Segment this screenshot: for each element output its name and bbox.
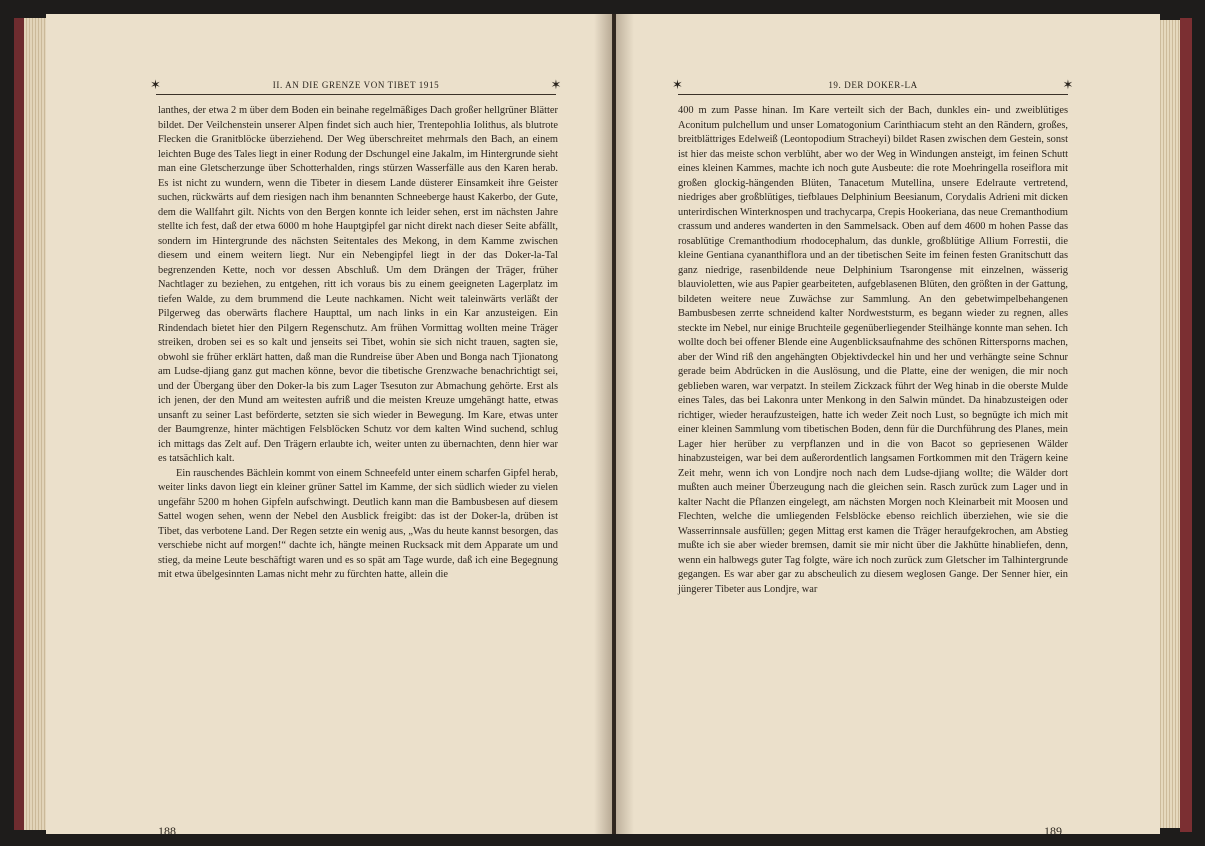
book-gutter [594,14,634,834]
right-running-head [672,77,1074,94]
left-page [46,14,612,834]
header-rule [156,94,556,95]
ornament-star: ✶ [550,77,562,92]
ornament-star: ✶ [672,77,684,92]
running-head-text: 19. DER DOKER-LA [828,80,918,90]
page-edges-left [24,18,48,830]
ornament-star: ✶ [150,77,162,92]
open-book [8,4,1198,842]
right-page [616,14,1160,834]
paragraph: lanthes, der etwa 2 m über dem Boden ein beinahe regelmäßiges Dach großer hellgrüner Blätter bildet. Der Veilchenstein unserer Alpen findet sich auch hier, Trentepohlia Iolithus, als blutrote Flecken die Granitblöcke überziehend. Der Weg überschreitet mehrmals den Bach, an einem leichten Buge des Tales liegt in einer Rodung der Dschungel eine Jakalm, im Hintergrunde sieht man eine Gletscherzunge über Schotterhalden, rings stürzen Wasserfälle aus den Karen herab. Es ist nicht zu wundern, wenn die Tibeter in diesem Lande düsterer Einsamkeit ihre Geister suchen, rückwärts auf dem riesigen nach ihm benannten Schneeberge haust Kakerbo, der Gute, dem die Wallfahrt gilt. Nichts von den Bergen konnte ich leider sehen, erst im nächsten Jahre stellte ich fest, daß der etwa 6000 m hohe Hauptgipfel gar nicht direkt nach dieser Seite abfällt, sondern im Hintergrunde des nächsten Seitentales des Mekong, in dem Kamme zwischen diesem und einem weitern liegt. Nur ein Nebengipfel liegt in der das Doker-la-Tal begrenzenden Kette, noch vor dessen Abschluß. Um dem Drängen der Träger, früher Nachtlager zu beziehen, zu entgehen, ritt ich voraus bis zu einem geeigneten Lagerplatz im tiefen Walde, zu dem brummend die Leute nachkamen. Nicht weit taleinwärts verläßt der Pilgerweg das oberwärts flachere Haupttal, um nach links in ein Kar anzusteigen. Ein Rindendach bietet hier den Pilgern Regenschutz. Am frühen Vormittag wollten meine Träger streiken, droben sei es so kalt und jenseits sei Tibet, wohin sie sich nicht trauen, sagten sie, obwohl sie früher erklärt hatten, daß man die Rundreise über Aben und Bonga nach Tjionatong am Ludse-djiang ganz gut machen könne, bevor die tibetische Grenzwache benachrichtigt sei, und der Übergang über den Doker-la bis zum Lager Tsesuton zur Abmachung gehörte. Erst als ich jenen, der den Mund am weitesten aufriß und die meisten Kreuze umgehängt hatte, etwas unsanft zu seiner Last beförderte, setzten sie sich wieder in Bewegung. Im Kare, etwas unter der Baumgrenze, hinter mächtigen Felsblöcken Schutz vor dem kalten Wind suchend, schlug ich mittags das Zelt auf. Den Trägern erlaubte ich, weiter unten zu übernachten, denn hier war es tatsächlich kalt. [158,105,558,464]
running-head-text: II. AN DIE GRENZE VON TIBET 1915 [272,80,440,90]
page-number: 188 [158,824,176,834]
paragraph: 400 m zum Passe hinan. Im Kare verteilt sich der Bach, dunkles ein- und zweiblütiges Aconitum pulchellum und unser Lomatogonium Carinthiacum steht an den Rändern, großes, breitblättriges Edelweiß (Leontopodium Stracheyi) bildet Rasen zwischen dem Gestein, sonst ist hier das meiste schon verblüht, aber wo der Weg in Windungen ansteigt, im feinen Schutt eines kleinen Kammes, machte ich noch gute Ausbeute: die rote Moehringella roseiflora mit großen glockig-hängenden Blüten, Tanacetum Mutellina, unsere Edelraute vertretend, niedriges aber großblütiges, tiefblaues Delphinium Beesianum, Corydalis Adrieni mit dicken unterirdischen Winterknospen und trachycarpa, Crepis Hookeriana, das neue Cremanthodium crassum und anderes wanderten in den Sammelsack. Oben auf dem 4600 m hohen Passe das rosablütige Cremanthodium rhodocephalum, das dunkle, großblütige Allium Forrestii, die kleine Gentiana cyananthiflora und an der tibetischen Seite im feinen festen Granitschutt das ganz niedrige, rasenbildende neue Delphinium Tsarongense mit einzelnen, wässerig blauvioletten, wie aus Papier gearbeiteten, aufgeblasenen Blüten, den größten in der Gattung, bildeten weitere neue Zuwächse zur Sammlung. An den gebetwimpelbehangenen Bambusbesen zerrte schneidend kalter Nordweststurm, es begann wieder zu regnen, alles steckte im Nebel, nur einige Bruchteile gegenüberliegender Steilhänge konnte man sehen. Ich wollte doch bei offener Blende eine Augenblicksaufnahme des schönen Rittersporns machen, aber der Wind riß den angehängten Objektivdeckel hin und her und verhängte seine Schnur gerade beim Abdrücken in die Auslösung, und die Platte, eine der wenigen, die mir noch geblieben waren, war verpatzt. In steilem Zickzack führt der Weg hinab in die oberste Mulde eines Tales, das bei Lakonra unter Menkong in den Salwin mündet. Da hinabzusteigen oder richtiger, wieder heraufzusteigen, hatte ich weder Zeit noch Lust, so begnügte ich mich mit einer kleinen Sammlung vom tibetischen Boden, denn für die Durchführung des Planes, mein Lager hier herüber zu verpflanzen und in die von Bacot so gepriesenen Wälder hinabzusteigen, war bei dem außerordentlich langsamen Fortkommen mit den Trägern keine Zeit mehr, wenn ich von Londjre noch nach dem Ludse-djiang wollte; die Wälder dort mußten auch meiner Überzeugung nach die gleichen sein. Rasch zurück zum Lager und in kalter Nacht die Pflanzen eingelegt, am nächsten Morgen noch Kleinarbeit mit Moosen und Flechten, welche die umliegenden Felsblöcke ebenso reichlich überziehen, wie sie die Wasserrinnsale ausfüllen; gegen Mittag erst kamen die Träger heraufgekrochen, am Abstieg mußte ich sie aber wieder bremsen, damit sie mir nicht über die Jakhütte hinabliefen, denn, wenn ein halbwegs guter Tag folgte, wäre ich noch zurück zum Gletscher im Talhintergrunde gegangen. Es war aber gar zu abscheulich zu diesem weglosen Gange. Der Senner hier, ein jüngerer Tibeter aus Londjre, war [678,105,1068,595]
right-body-text [678,104,1068,597]
ornament-star: ✶ [1062,77,1074,92]
page-number: 189 [1044,824,1062,834]
header-rule [678,94,1068,95]
left-running-head [150,77,562,94]
left-body-text [158,104,558,583]
book-cover-right [1180,18,1192,832]
paragraph: Ein rauschendes Bächlein kommt von einem Schneefeld unter einem scharfen Gipfel herab, weiter links davon liegt ein kleiner grüner Sattel im Kamme, der sich südlich wieder zu vielen ungefähr 5200 m hohen Gipfeln aufschwingt. Deutlich kann man die Bambusbesen auf diesem Sattel wogen sehen, wenn der Nebel den Ausblick freigibt: das ist der Doker-la, drüben ist Tibet, das verbotene Land. Der Regen setzte ein wenig aus, „Was du heute kannst besorgen, das verschiebe nicht auf morgen!“ dachte ich, hängte meinen Rucksack mit dem Apparate um und stieg, da meine Leute beschäftigt waren und es so spät am Tage wurde, daß ich eine Begegnung mit etwa übelgesinnten Lamas nicht mehr zu fürchten hatte, allein die [158,467,558,580]
